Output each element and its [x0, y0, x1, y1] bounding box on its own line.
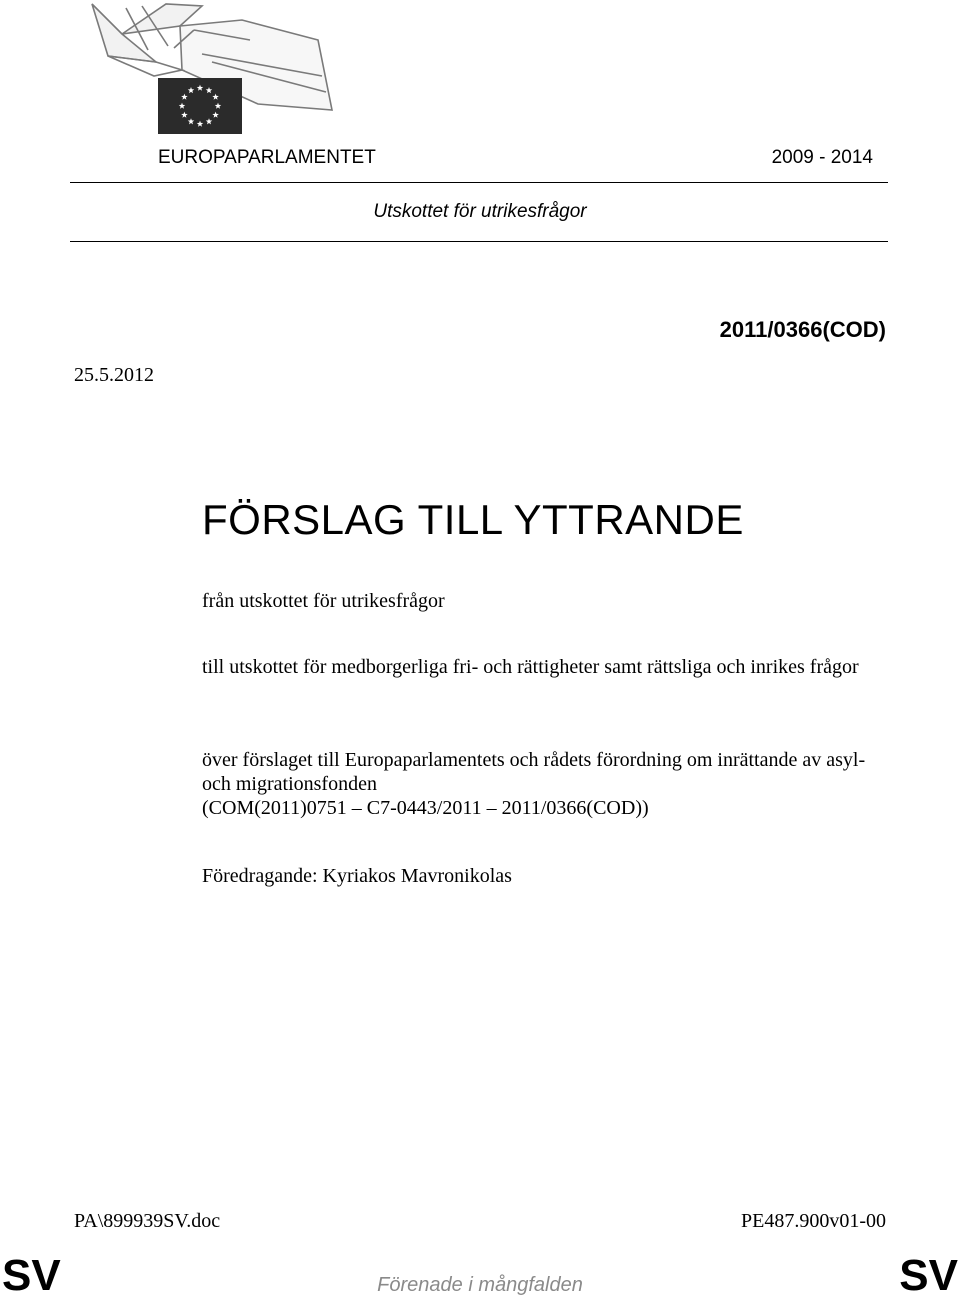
- european-parliament-logo-icon: [82, 0, 334, 140]
- committee-name: Utskottet för utrikesfrågor: [373, 201, 587, 222]
- from-committee: från utskottet för utrikesfrågor: [202, 590, 445, 612]
- document-date: 25.5.2012: [74, 364, 154, 386]
- rapporteur: Föredragande: Kyriakos Mavronikolas: [202, 865, 512, 887]
- pe-reference: PE487.900v01-00: [741, 1210, 886, 1232]
- to-committee: till utskottet för medborgerliga fri- och rättigheter samt rättsliga och inrikes frågor: [202, 656, 859, 678]
- header-divider-bottom: [70, 241, 888, 242]
- proposal-reference: (COM(2011)0751 – C7-0443/2011 – 2011/0366(COD)): [202, 797, 649, 819]
- parliamentary-term: 2009 - 2014: [771, 147, 873, 168]
- language-code-right: SV: [899, 1251, 958, 1300]
- proposal-subject: [202, 748, 892, 820]
- header-divider: [70, 182, 888, 183]
- eu-motto: Förenade i mångfalden: [377, 1274, 583, 1296]
- file-reference: PA\899939SV.doc: [74, 1210, 221, 1232]
- procedure-number: 2011/0366(COD): [719, 317, 886, 342]
- proposal-description: över förslaget till Europaparlamentets och rådets förordning om inrättande av asyl- och migrationsfonden: [202, 749, 866, 795]
- language-code-left: SV: [2, 1251, 61, 1300]
- institution-name: EUROPAPARLAMENTET: [158, 147, 376, 168]
- document-title: FÖRSLAG TILL YTTRANDE: [202, 496, 744, 543]
